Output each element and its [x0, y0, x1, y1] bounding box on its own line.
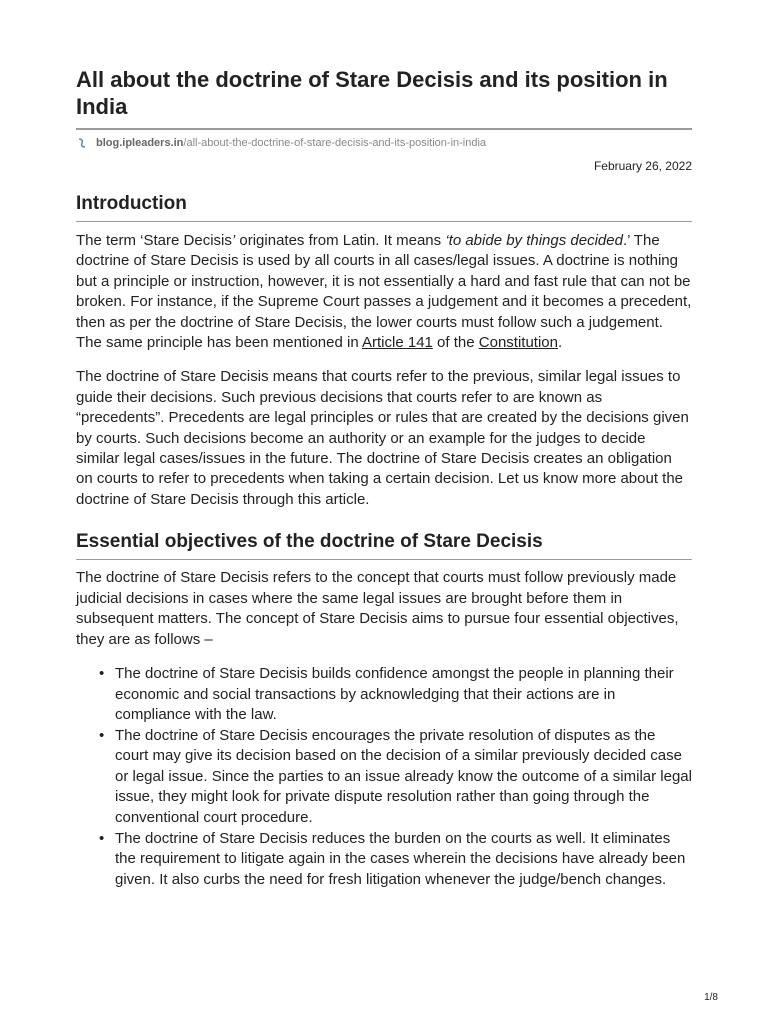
source-domain[interactable]: blog.ipleaders.in: [96, 137, 184, 149]
list-item: • The doctrine of Stare Decisis encourages the private resolution of disputes as the court may give its decision based on the decision of a similar previously decided case or legal issue. Since the parties to an issue already know the outcome of a similar legal issue, they might look for private dispute resolution rather than going through the conventional court procedure.: [99, 726, 692, 827]
constitution-link[interactable]: Constitution: [478, 334, 558, 352]
page-title: All about the doctrine of Stare Decisis and its position in India: [76, 66, 692, 130]
article-141-link[interactable]: Article 141: [362, 334, 433, 352]
bullet-icon: •: [99, 664, 105, 682]
source-path[interactable]: /all-about-the-doctrine-of-stare-decisis-and-its-position-in-india: [183, 137, 487, 149]
intro-paragraph-2: The doctrine of Stare Decisis means that courts refer to the previous, similar legal issues to guide their decisions. Such previous decisions that courts refer to are known as “precedents”. Precedents are legal principles or rules that are created by the decisions given by courts. Such decisions become an authority or an example for the judges to decide similar legal cases/issues in the future. The doctrine of Stare Decisis creates an obligation on courts to refer to precedents when taking a certain decision. Let us know more about the doctrine of Stare Decisis through this article.: [76, 368, 689, 508]
article: [76, 66, 692, 890]
publish-date: February 26, 2022: [593, 159, 692, 173]
intro-paragraph-1: The term ‘Stare Decisis’ originates from Latin. It means ‘to abide by things decided.’ The doctrine of Stare Decisis is used by all courts in all cases/legal issues. A doctrine is nothing but a principle or instruction, however, it is not essentially a hard and fast rule that can not be broken. For instance, if the Supreme Court passes a judgement and it becomes a precedent, then as per the doctrine of Stare Decisis, the lower courts must follow such a judgement. The same principle has been mentioned in Article 141 of the Constitution.: [76, 232, 692, 352]
section-heading-objectives: Essential objectives of the doctrine of Stare Decisis: [76, 531, 692, 560]
page-number: 1/8: [704, 992, 718, 1003]
link-icon: [76, 137, 88, 149]
source-url[interactable]: [76, 136, 692, 150]
list-item: • The doctrine of Stare Decisis builds confidence amongst the people in planning their economic and social transactions by acknowledging that their actions are in compliance with the law.: [99, 664, 674, 724]
list-item: • The doctrine of Stare Decisis reduces the burden on the courts as well. It eliminates the requirement to litigate again in the cases wherein the decisions have already been given. It also curbs the need for fresh litigation whenever the judge/bench changes.: [99, 829, 686, 888]
bullet-icon: •: [99, 726, 105, 744]
objectives-paragraph: The doctrine of Stare Decisis refers to the concept that courts must follow previously made judicial decisions in cases where the same legal issues are brought before them in subsequent matters. The concept of Stare Decisis aims to pursue four essential objectives, they are as follows –: [76, 569, 679, 648]
section-heading-introduction: Introduction: [76, 193, 692, 222]
objectives-list: [76, 664, 692, 891]
bullet-icon: •: [99, 829, 105, 847]
